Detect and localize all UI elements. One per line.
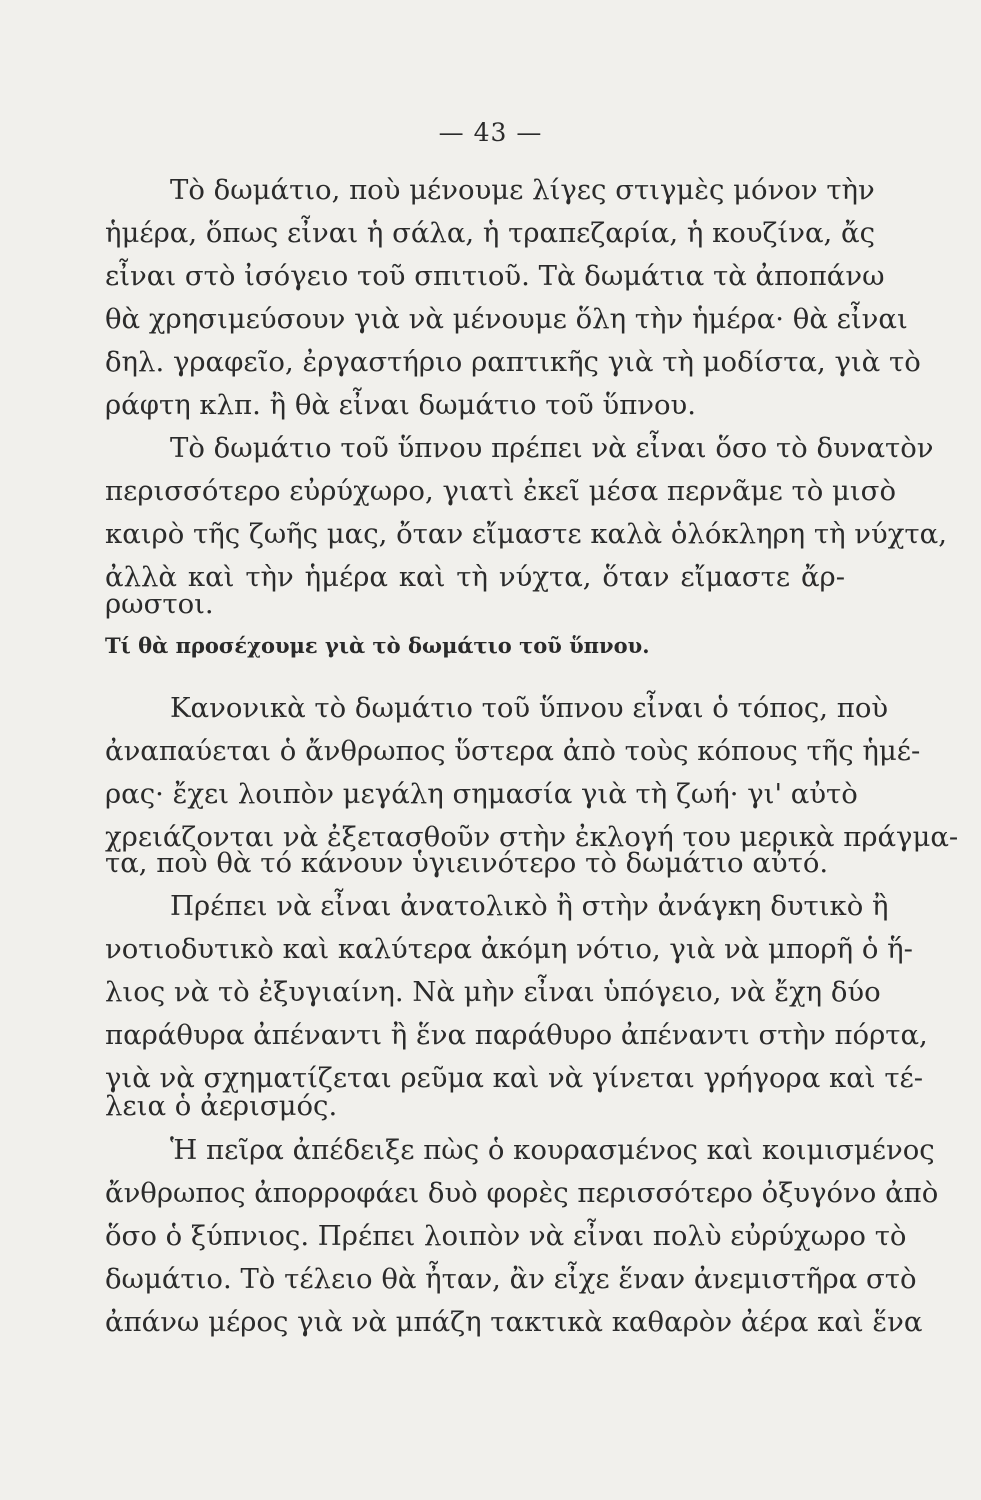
text-line: Τὸ δωμάτιο, ποὺ μένουμε λίγες στιγμὲς μόνον τὴν [170,174,875,206]
text-line: Ἡ πεῖρα ἀπέδειξε πὼς ὁ κουρασμένος καὶ κοιμισμένος [170,1134,935,1166]
text-line: δωμάτιο. Τὸ τέλειο θὰ ἦταν, ἂν εἶχε ἕναν ἀνεμιστῆρα στὸ [105,1263,917,1295]
text-line: ἡμέρα, ὅπως εἶναι ἡ σάλα, ἡ τραπεζαρία, ἡ κουζίνα, ἄς [105,217,875,249]
text-line: ράφτη κλπ. ἢ θὰ εἶναι δωμάτιο τοῦ ὕπνου. [105,389,696,421]
text-line: ἀπάνω μέρος γιὰ νὰ μπάζη τακτικὰ καθαρὸν ἀέρα καὶ ἕνα [105,1306,923,1338]
text-line: λεια ὁ ἀερισμός. [105,1090,338,1122]
text-line: χρειάζονται νὰ ἐξετασθοῦν στὴν ἐκλογή του μερικὰ πράγμα- [105,821,959,853]
text-line: ἀλλὰ καὶ τὴν ἡμέρα καὶ τὴ νύχτα, ὅταν εἴμαστε ἄρ- [105,561,845,593]
text-line: παράθυρα ἀπέναντι ἢ ἕνα παράθυρο ἀπέναντι στὴν πόρτα, [105,1019,928,1051]
text-line: ἀναπαύεται ὁ ἄνθρωπος ὕστερα ἀπὸ τοὺς κόπους τῆς ἡμέ- [105,735,921,767]
text-line: δηλ. γραφεῖο, ἐργαστήριο ραπτικῆς γιὰ τὴ μοδίστα, γιὰ τὸ [105,346,921,378]
text-line: θὰ χρησιμεύσουν γιὰ νὰ μένουμε ὅλη τὴν ἡμέρα· θὰ εἶναι [105,303,908,335]
text-line: τα, ποὺ θὰ τό κάνουν ὑγιεινότερο τὸ δωμάτιο αὐτό. [105,847,829,879]
text-line: Πρέπει νὰ εἶναι ἀνατολικὸ ἢ στὴν ἀνάγκη δυτικὸ ἢ [170,890,889,922]
text-line: Κανονικὰ τὸ δωμάτιο τοῦ ὕπνου εἶναι ὁ τόπος, ποὺ [170,692,889,724]
text-line: καιρὸ τῆς ζωῆς μας, ὄταν εἴμαστε καλὰ ὁλόκληρη τὴ νύχτα, [105,518,947,550]
text-line: Τὸ δωμάτιο τοῦ ὕπνου πρέπει νὰ εἶναι ὅσο τὸ δυνατὸν [170,432,934,464]
text-line: λιος νὰ τὸ ἐξυγιαίνη. Νὰ μὴν εἶναι ὑπόγειο, νὰ ἔχη δύο [105,976,881,1008]
page-number: — 43 — [438,118,543,147]
text-line: νοτιοδυτικὸ καὶ καλύτερα ἀκόμη νότιο, γιὰ νὰ μπορῆ ὁ ἥ- [105,933,913,965]
text-line: ὅσο ὁ ξύπνιος. Πρέπει λοιπὸν νὰ εἶναι πολὺ εὐρύχωρο τὸ [105,1220,907,1252]
text-line: εἶναι στὸ ἰσόγειο τοῦ σπιτιοῦ. Τὰ δωμάτια τὰ ἀποπάνω [105,260,885,292]
text-line: ρας· ἔχει λοιπὸν μεγάλη σημασία γιὰ τὴ ζωή· γι' αὐτὸ [105,778,858,810]
text-line: περισσότερο εὐρύχωρο, γιατὶ ἐκεῖ μέσα περνᾶμε τὸ μισὸ [105,475,897,507]
text-line: ἄνθρωπος ἀπορροφάει δυὸ φορὲς περισσότερο ὀξυγόνο ἀπὸ [105,1177,939,1209]
section-heading: Τί θὰ προσέχουμε γιὰ τὸ δωμάτιο τοῦ ὕπνου. [105,633,650,658]
text-line: ρωστοι. [105,588,214,620]
text-line: γιὰ νὰ σχηματίζεται ρεῦμα καὶ νὰ γίνεται γρήγορα καὶ τέ- [105,1062,924,1094]
